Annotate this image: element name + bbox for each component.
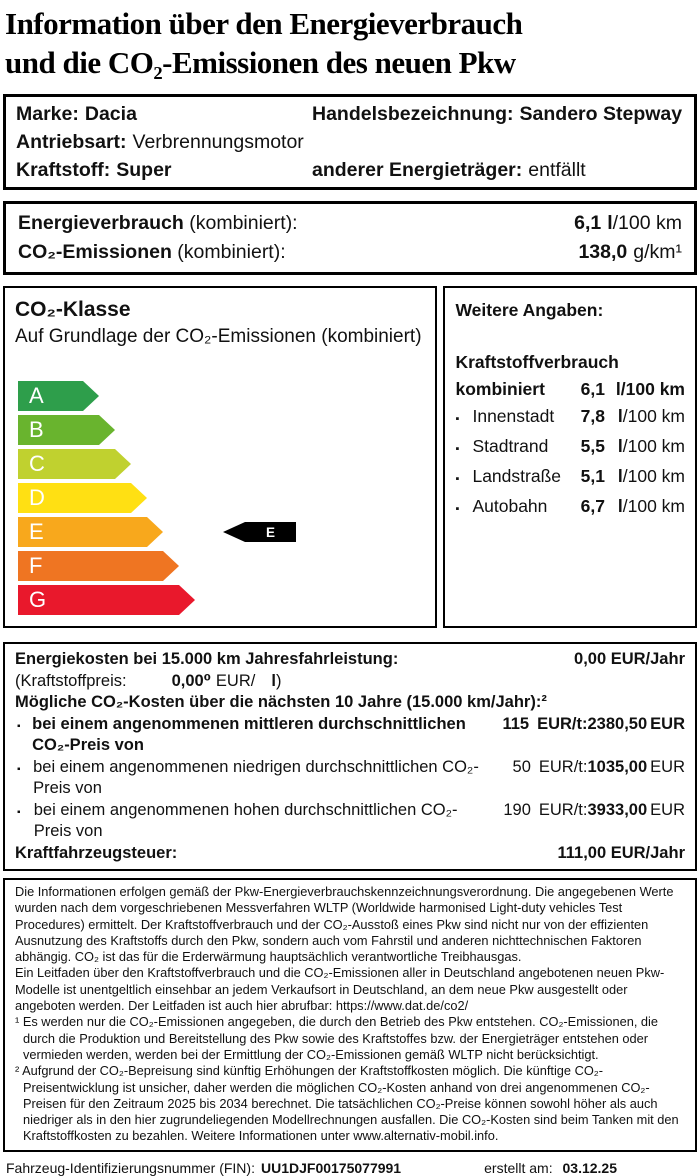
kraftstoffpreis-row [15, 671, 685, 693]
energieverbrauch-unit: l/100 km [607, 212, 682, 234]
co2-class-arrow-tip [99, 415, 115, 445]
kfz-steuer-value: 111,00 EUR/Jahr [557, 843, 685, 862]
page-title-line2: und die CO₂-Emissionen des neuen Pkw [5, 45, 516, 80]
footnote-1: ¹ Es werden nur die CO₂-Emissionen angegeben, die durch den Betrieb des Pkw entstehen. CO₂-Emissionen, die durch die Produktion und Bereitstellung des Pkw sowie des Kraftstoffes bzw. der Energieträger entstehen oder vermieden werden, werden bei der Ermittlung der CO₂-Emissionen gemäß WLTP nicht berücksichtigt. [15, 1014, 659, 1062]
kraftstoffpreis-value: 0,00⁰ [171, 671, 211, 690]
bullet-icon: ▪ [455, 413, 460, 425]
co2-class-arrow-tip [115, 449, 131, 479]
weitere-angaben-box [443, 286, 697, 628]
weitere-angaben-heading: Weitere Angaben: [455, 300, 604, 320]
vehicle-info-box [3, 94, 697, 190]
co2-class-letter: B [29, 417, 44, 442]
consumption-row-autobahn: ▪ Autobahn 6,7 l/100 km [455, 493, 685, 523]
co2-class-section [3, 286, 697, 628]
fin-value: UU1DJF00175077991 [260, 1159, 402, 1176]
co2-class-arrow [18, 381, 425, 411]
kraftstoff-value: Super [116, 159, 172, 181]
co2-class-letter: C [29, 451, 45, 476]
co2-class-scale [18, 381, 425, 615]
bullet-icon: ▪ [455, 503, 460, 515]
co2-emissionen-label: CO₂-Emissionen (kombiniert): [18, 241, 286, 263]
fine-print-paragraph: Die Informationen erfolgen gemäß der Pkw-Energieverbrauchskennzeichnungsverordnung. Die angegebenen Werte wurden nach dem vorgeschriebenen Messverfahren WLTP (Worldwide harmonised Light-duty vehicles Test Procedures) ermittelt. Der Kraftstoffverbrauch und der CO₂-Ausstoß eines Pkw sind nicht nur von der effizienten Ausnutzung des Kraftstoffs durch den Pkw, sondern auch vom Fahrstil und anderen nichttechnischen Faktoren abhängig. CO₂ ist das für die Erderwärmung hauptsächlich verantwortliche Treibhausgas. [15, 884, 674, 965]
co2-class-letter: A [29, 383, 44, 408]
energietraeger-cell [312, 156, 586, 184]
co2-class-arrow-tip [179, 585, 195, 615]
co2-class-letter: F [29, 553, 43, 578]
kraftstoffpreis-open: (Kraftstoffpreis: [15, 671, 127, 690]
co2-class-arrow-body [18, 585, 179, 615]
page-title [5, 4, 697, 82]
energy-costs-box [3, 642, 697, 871]
co2-class-box [3, 286, 437, 628]
co2-class-arrow [18, 551, 425, 581]
indicator-letter: E [245, 522, 296, 542]
antriebsart-value: Verbrennungsmotor [132, 131, 304, 153]
co2-class-arrow-body [18, 381, 83, 411]
consumption-row-innenstadt: ▪ Innenstadt 7,8 l/100 km [455, 403, 685, 433]
energieverbrauch-row [18, 209, 682, 238]
bullet-icon: ▪ [17, 763, 21, 775]
co2-class-letter: E [29, 519, 44, 544]
co2-class-arrow [18, 415, 425, 445]
kraftstoff-cell [16, 156, 312, 184]
kraftstoff-label: Kraftstoff: [16, 159, 111, 181]
co2-class-arrow-body [18, 517, 147, 547]
co2-class-arrow-tip [83, 381, 99, 411]
co2-emissionen-value: 138,0 [578, 241, 628, 263]
co2-class-heading: CO₂-Klasse [15, 298, 131, 321]
kfz-steuer-row [15, 843, 685, 865]
created-date-value: 03.12.25 [562, 1159, 617, 1176]
consumption-row-stadtrand: ▪ Stadtrand 5,5 l/100 km [455, 433, 685, 463]
consumption-row-landstrasse: ▪ Landstraße 5,1 l/100 km [455, 463, 685, 493]
energieverbrauch-value: 6,1 [574, 212, 602, 234]
co2-class-indicator [223, 522, 296, 542]
energieverbrauch-label: Energieverbrauch (kombiniert): [18, 212, 298, 234]
fin-label: Fahrzeug-Identifizierungsnummer (FIN): [6, 1159, 255, 1176]
co2-emissionen-row [18, 238, 682, 267]
co2-class-arrow [18, 517, 425, 547]
bullet-icon: ▪ [455, 473, 460, 485]
kraftstoffverbrauch-heading: Kraftstoffverbrauch [455, 352, 619, 372]
vehicle-row-1 [16, 100, 684, 128]
co2-class-arrow-body [18, 483, 131, 513]
marke-label: Marke: [16, 103, 79, 125]
created-date-group [484, 1160, 617, 1176]
vehicle-row-3 [16, 156, 684, 184]
co2-class-arrow [18, 449, 425, 479]
co2-class-arrow-tip [147, 517, 163, 547]
co2-kosten-heading: Mögliche CO₂-Kosten über die nächsten 10 Jahre (15.000 km/Jahr):² [15, 693, 547, 711]
marke-value: Dacia [84, 103, 137, 125]
bullet-icon: ▪ [455, 443, 460, 455]
created-date-label: erstellt am: [484, 1159, 553, 1176]
handelsbezeichnung-value: Sandero Stepway [519, 103, 683, 125]
consumption-box [3, 201, 697, 275]
bullet-icon: ▪ [17, 806, 21, 818]
consumption-row-kombiniert: kombiniert 6,1 l/100 km [455, 379, 685, 399]
energietraeger-value: entfällt [528, 159, 586, 181]
energietraeger-label: anderer Energieträger: [312, 159, 523, 181]
marke-cell [16, 100, 312, 128]
fine-print-box [3, 878, 697, 1152]
page-title-line1: Information über den Energieverbrauch [5, 6, 523, 41]
footnote-2: ² Aufgrund der CO₂-Bepreisung sind künftig Erhöhungen der Kraftstoffkosten möglich. Die künftige CO₂-Preisentwicklung ist unsicher, daher werden die möglichen CO₂-Kosten anhand von drei angenommenen CO₂-Preisen für den Zeitraum 2025 bis 2034 berechnet. Die tatsächlichen CO₂-Preise können sowohl höher als auch niedriger als in den hier zugrundeliegenden Modellrechnungen ausfallen. Die CO₂-Kosten sind beim Tanken mit den Kraftstoffkosten zu bezahlen. Weitere Informationen unter www.alternativ-mobil.info. [15, 1063, 679, 1144]
co2-class-letter: D [29, 485, 45, 510]
kraftstoffpreis-unit: l [271, 671, 276, 690]
co2-class-arrow-body [18, 415, 99, 445]
handelsbezeichnung-cell [312, 100, 682, 128]
handelsbezeichnung-label: Handelsbezeichnung: [312, 103, 514, 125]
co2-class-arrow-tip [163, 551, 179, 581]
footer [3, 1160, 697, 1176]
co2-cost-row-hoch: ▪ bei einem angenommenen hohen durchschnittlichen CO₂-Preis von 190 EUR/t: 3933,00 EUR [17, 800, 685, 840]
co2-class-subheading: Auf Grundlage der CO₂-Emissionen (kombiniert) [15, 326, 422, 347]
co2-class-arrow-body [18, 449, 115, 479]
energiekosten-label: Energiekosten bei 15.000 km Jahresfahrleistung: [15, 650, 399, 668]
co2-cost-row-niedrig: ▪ bei einem angenommenen niedrigen durchschnittlichen CO₂-Preis von 50 EUR/t: 1035,00 EUR [17, 757, 685, 797]
co2-class-arrow-tip [131, 483, 147, 513]
antriebsart-label: Antriebsart: [16, 131, 127, 153]
kfz-steuer-label: Kraftfahrzeugsteuer: [15, 843, 178, 862]
co2-cost-row-mittel: ▪ bei einem angenommenen mittleren durchschnittlichen CO₂-Preis von 115 EUR/t: 2380,50 EUR [17, 714, 685, 754]
bullet-icon: ▪ [17, 720, 21, 732]
kraftstoffpreis-close: ) [275, 671, 282, 690]
co2-class-arrow-body [18, 551, 163, 581]
co2-class-letter: G [29, 587, 47, 612]
indicator-arrow-tip-icon [223, 522, 245, 542]
co2-class-arrow [18, 483, 425, 513]
energieverbrauch-value-group [574, 209, 682, 238]
vehicle-row-2 [16, 128, 684, 156]
energiekosten-row [15, 649, 685, 671]
energiekosten-value: 0,00 EUR/Jahr [574, 650, 685, 668]
co2-emissionen-unit: g/km¹ [633, 241, 682, 263]
co2-class-arrow [18, 585, 425, 615]
fine-print-paragraph: Ein Leitfaden über den Kraftstoffverbrauch und die CO₂-Emissionen aller in Deutschland angebotenen neuen Pkw-Modelle ist unentgeltlich einsehbar an jedem Verkaufsort in Deutschland, an dem neue Pkw ausgestellt oder angeboten werden. Der Leitfaden ist auch hier abrufbar: https://www.dat.de/co2/ [15, 965, 665, 1014]
co2-emissionen-value-group [578, 238, 682, 267]
kraftstoffpreis-currency: EUR/ [215, 671, 256, 690]
antriebsart-cell [16, 128, 304, 156]
